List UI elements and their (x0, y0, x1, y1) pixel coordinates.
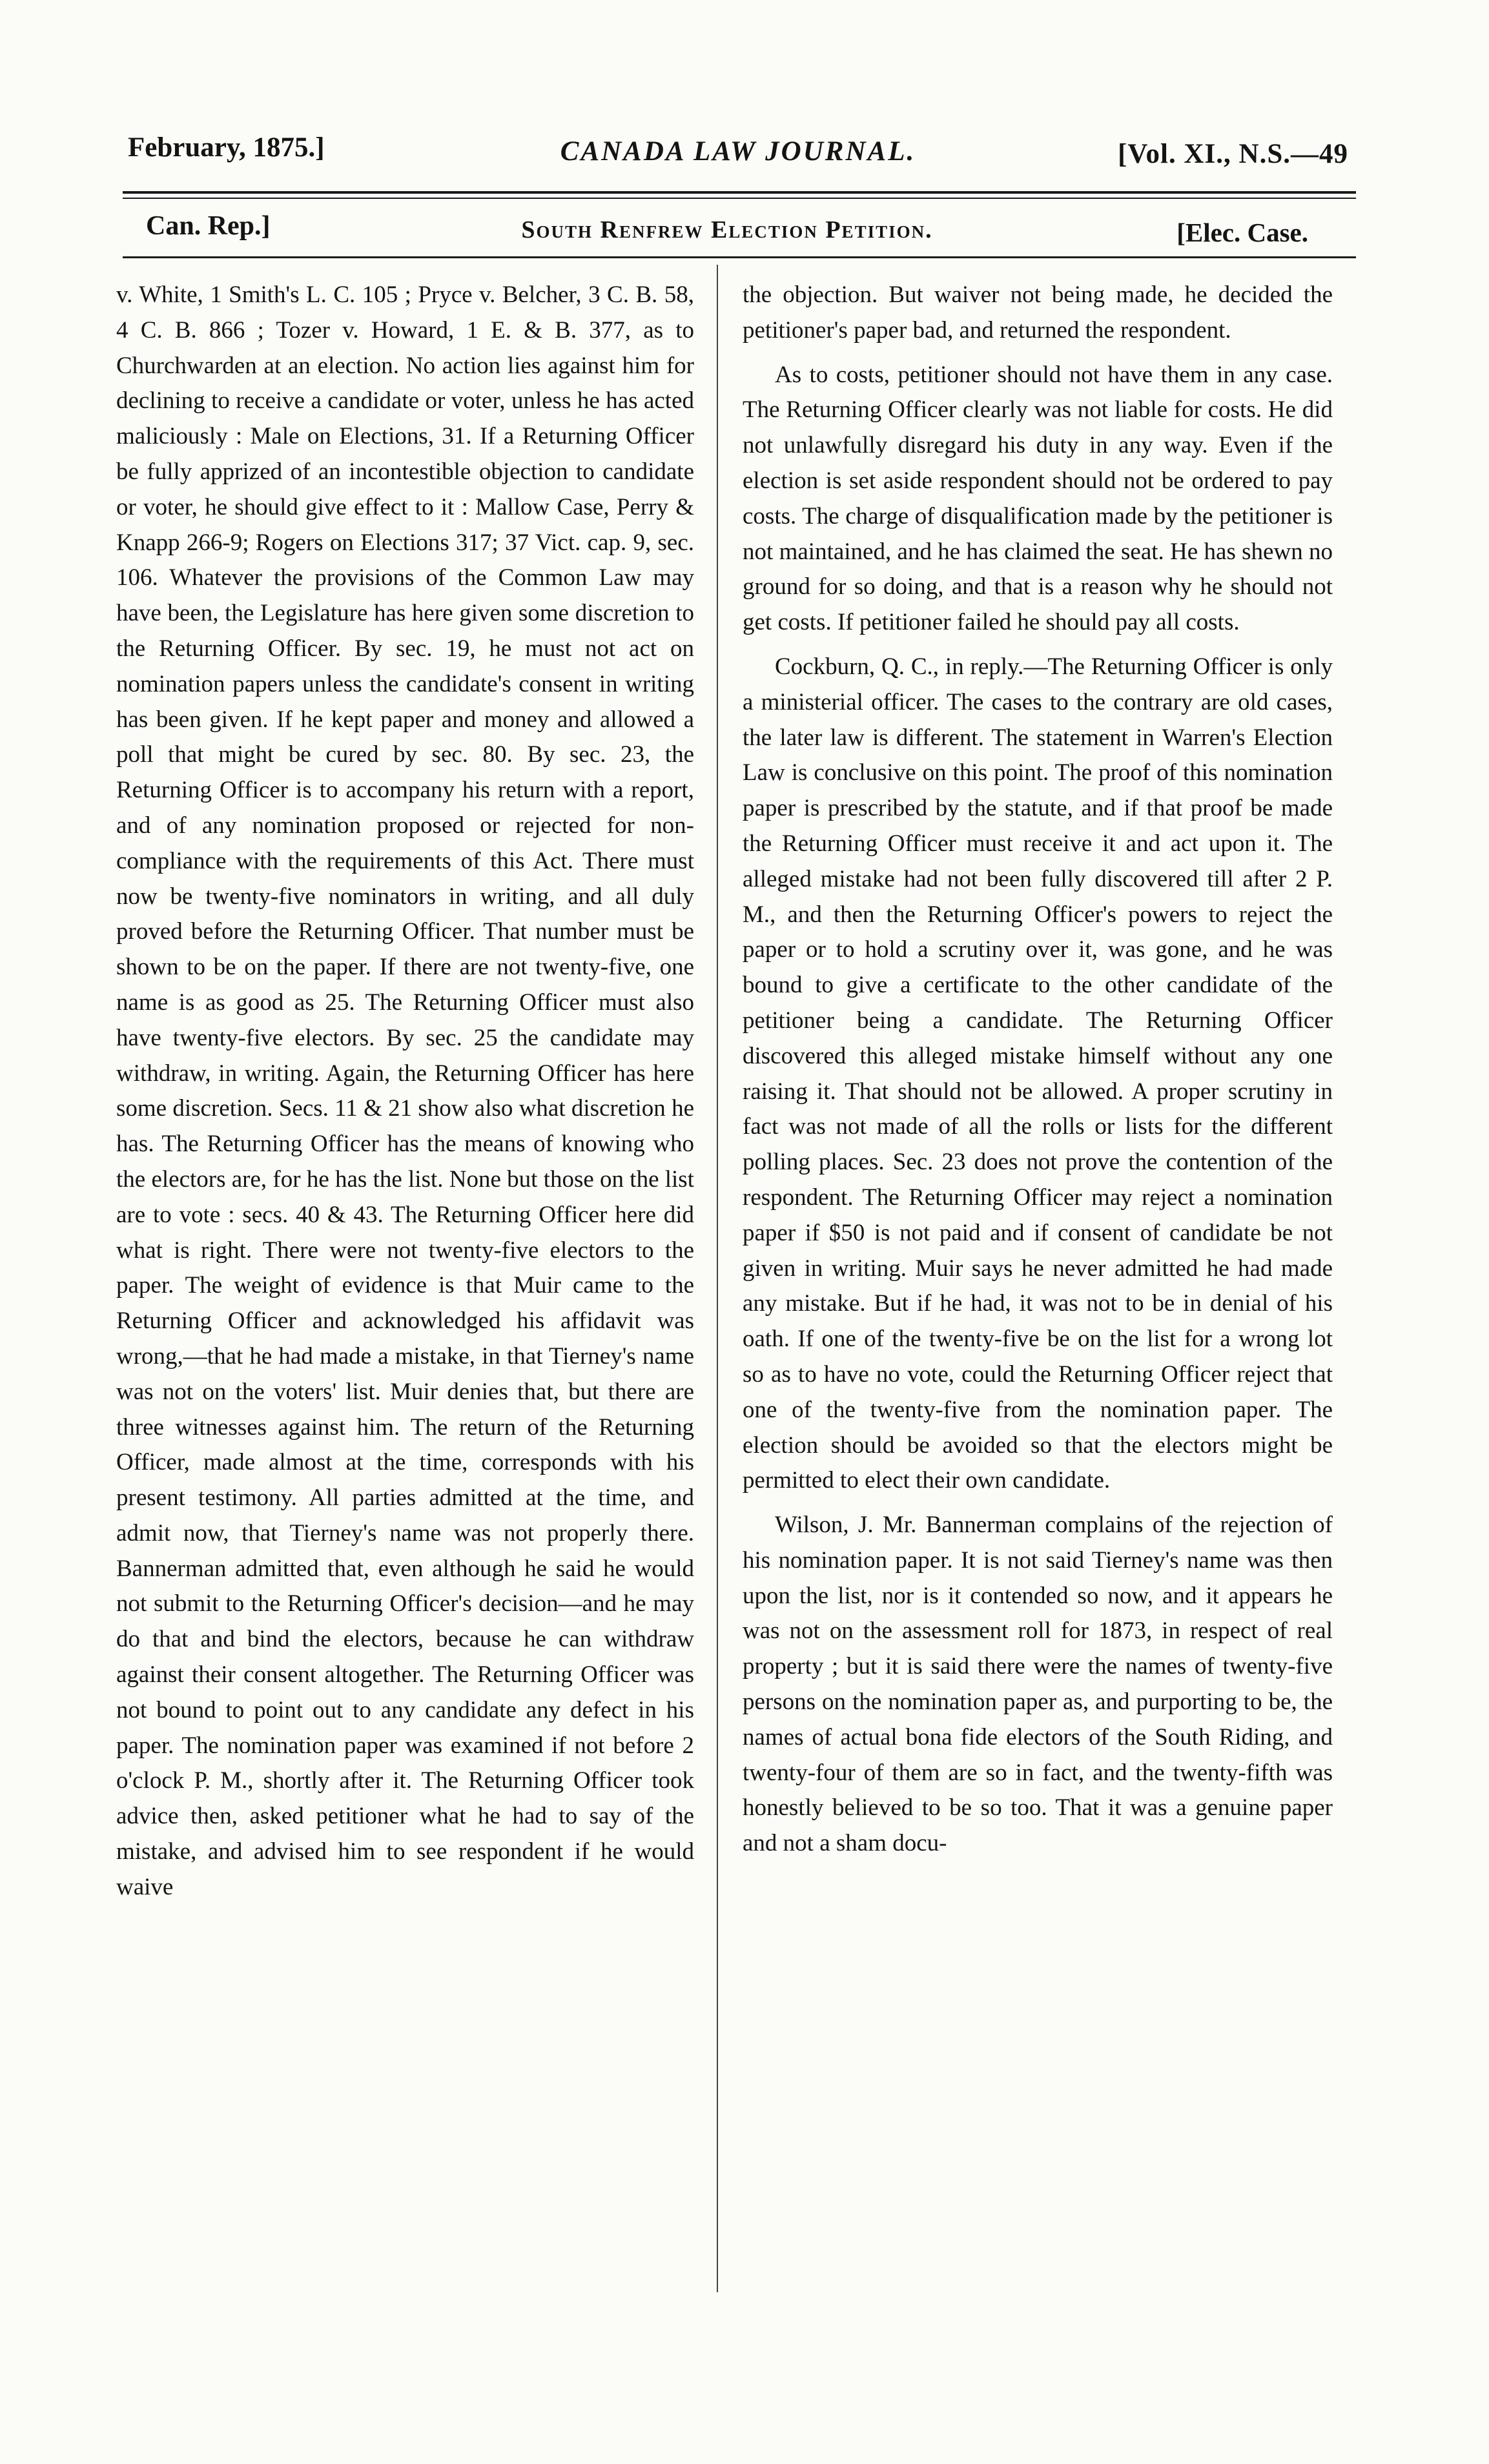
header-rule-bottom (123, 198, 1356, 199)
paragraph: Wilson, J. Mr. Bannerman complains of the rejection of his nomination paper. It is not said Tierney's name was then upon the list, nor is it contended so now, and it appears he was not on the assessment roll for 1873, in respect of real property ; but it is said there were the names of twenty-five persons on the nomination paper as, and purporting to be, the names of actual bona fide electors of the South Riding, and twenty-four of them are so in fact, and the twenty-fifth was honestly believed to be so too. That it was a genuine paper and not a sham docu- (743, 1512, 1333, 1857)
running-head (128, 127, 1348, 172)
report-label: Can. Rep.] (146, 211, 271, 241)
paragraph: As to costs, petitioner should not have them in any case. The Returning Officer clearly was not liable for costs. He did not unlawfully disregard his duty in any way. Even if the election is set aside respondent should not be ordered to pay costs. The charge of disqualification made by the petitioner is not maintained, and he has claimed the seat. He has shewn no ground for so doing, and that is a reason why he should not get costs. If petitioner failed he should pay all costs. (743, 361, 1333, 636)
left-column (116, 278, 694, 1915)
issue-date: February, 1875.] (128, 132, 325, 163)
column-divider (717, 265, 718, 2292)
paragraph: the objection. But waiver not being made, he decided the petitioner's paper bad, and returned the respondent. (743, 282, 1333, 344)
paragraph: Cockburn, Q. C., in reply.—The Returning Officer is only a ministerial officer. The cases to the contrary are old cases, the later law is different. The statement in Warren's Election Law is conclusive on this point. The proof of this nomination paper is prescribed by the statute, and if that proof be made the Returning Officer must receive it and act upon it. The alleged mistake had not been fully discovered till after 2 P. M., and then the Returning Officer's powers to reject the paper or to hold a scrutiny over it, was gone, and he was bound to give a certificate to the other candidate of the petitioner being a candidate. The Returning Officer discovered this alleged mistake himself without any one raising it. That should not be allowed. A proper scrutiny in fact was not made of all the rolls or lists for the different polling places. Sec. 23 does not prove the contention of the respondent. The Returning Officer may reject a nomination paper if $50 is not paid and if consent of candidate be not given in writing. Muir says he never admitted he had made any mistake. But if he had, it was not to be in denial of his oath. If one of the twenty-five be on the list for a wrong lot so as to have no vote, could the Returning Officer reject that one of the twenty-five from the nomination paper. The election should be avoided so that the electors might be permitted to elect their own candidate. (743, 653, 1333, 1494)
section-head (146, 209, 1308, 248)
case-type: [Elec. Case. (1176, 218, 1308, 247)
case-title: South Renfrew Election Petition. (521, 216, 933, 243)
header-rule-top (123, 191, 1356, 194)
right-column (743, 278, 1333, 1871)
section-rule (123, 256, 1356, 258)
journal-title: CANADA LAW JOURNAL. (560, 136, 916, 167)
paragraph: v. White, 1 Smith's L. C. 105 ; Pryce v. Belcher, 3 C. B. 58, 4 C. B. 866 ; Tozer v. Howard, 1 E. & B. 377, as to Churchwarden at an election. No action lies against him for declining to receive a candidate or voter, unless he has acted maliciously : Male on Elections, 31. If a Returning Officer be fully apprized of an incontestible objection to candidate or voter, he should give effect to it : Mallow Case, Perry & Knapp 266-9; Rogers on Elections 317; 37 Vict. cap. 9, sec. 106. Whatever the provisions of the Common Law may have been, the Legislature has here given some discretion to the Returning Officer. By sec. 19, he must not act on nomination papers unless the candidate's consent in writing has been given. If he kept paper and money and allowed a poll that might be cured by sec. 80. By sec. 23, the Returning Officer is to accompany his return with a report, and of any nomination proposed or rejected for non-compliance with the requirements of this Act. There must now be twenty-five nominators in writing, and all duly proved before the Returning Officer. That number must be shown to be on the paper. If there are not twenty-five, one name is as good as 25. The Returning Officer must also have twenty-five electors. By sec. 25 the candidate may withdraw, in writing. Again, the Returning Officer has here some discretion. Secs. 11 & 21 show also what discretion he has. The Returning Officer has the means of knowing who the electors are, for he has the list. None but those on the list are to vote : secs. 40 & 43. The Returning Officer here did what is right. There were not twenty-five electors to the paper. The weight of evidence is that Muir came to the Returning Officer and acknowledged his affidavit was wrong,—that he had made a mistake, in that Tierney's name was not on the voters' list. Muir denies that, but there are three witnesses against him. The return of the Returning Officer, made almost at the time, corresponds with his present testimony. All parties admitted at the time, and admit now, that Tierney's name was not properly there. Bannerman admitted that, even although he said he would not submit to the Returning Officer's decision—and he may do that and bind the electors, because he can withdraw against their consent altogether. The Returning Officer was not bound to point out to any candidate any defect in his paper. The nomination paper was examined if not before 2 o'clock P. M., shortly after it. The Returning Officer took advice then, asked petitioner what he had to say of the mistake, and advised him to see respondent if he would waive (116, 282, 694, 1900)
volume-page: [Vol. XI., N.S.—49 (1118, 139, 1348, 169)
